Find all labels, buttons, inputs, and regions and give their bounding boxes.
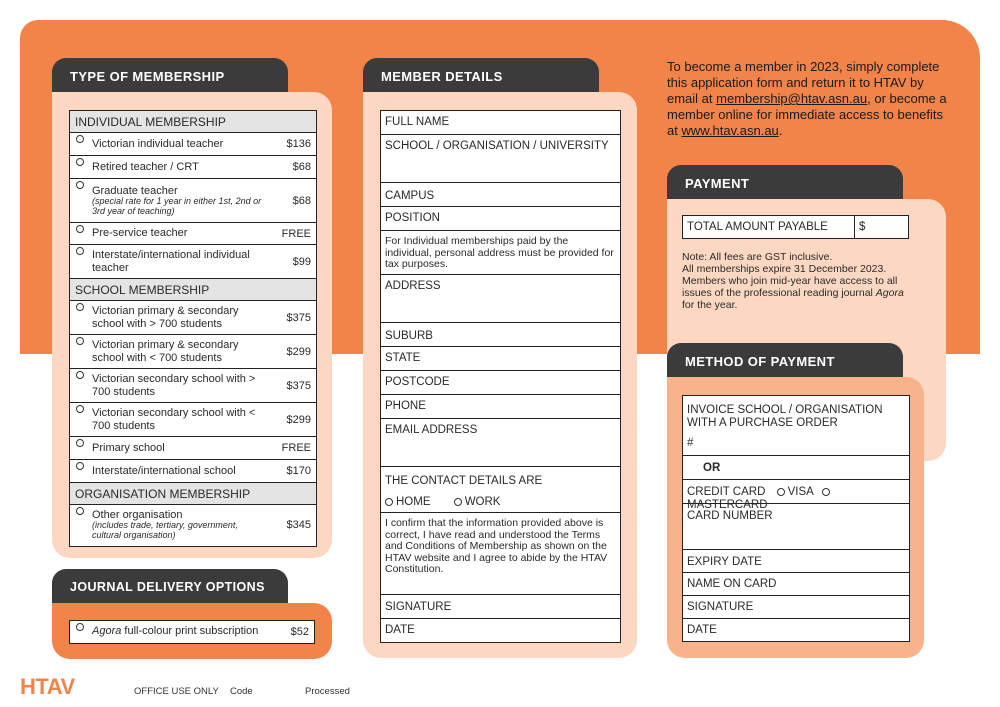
or-divider: OR	[683, 456, 909, 480]
method-title: METHOD OF PAYMENT	[685, 353, 835, 369]
radio-button[interactable]	[76, 507, 84, 515]
option-agora-print[interactable]: Agora full-colour print subscription $52	[70, 621, 314, 642]
payment-tab	[667, 165, 903, 201]
school-section-header: SCHOOL MEMBERSHIP	[70, 279, 316, 301]
phone-field[interactable]: PHONE	[381, 395, 620, 419]
address-field[interactable]: ADDRESS	[381, 275, 620, 323]
postcode-field[interactable]: POSTCODE	[381, 371, 620, 395]
member-form	[380, 110, 621, 643]
expiry-date-field[interactable]: EXPIRY DATE	[683, 550, 909, 573]
radio-button[interactable]	[76, 371, 84, 379]
option-interstate-individual[interactable]: Interstate/international individual teacher $99	[70, 245, 316, 279]
website-link[interactable]: www.htav.asn.au	[681, 123, 779, 138]
home-radio[interactable]	[385, 498, 393, 506]
contact-details-field: THE CONTACT DETAILS ARE HOME WORK	[381, 467, 620, 513]
option-vic-secondary-small[interactable]: Victorian secondary school with < 700 students $299	[70, 403, 316, 437]
credit-card-field: CREDIT CARD VISA MASTERCARD	[683, 480, 909, 504]
radio-button[interactable]	[76, 181, 84, 189]
option-primary-school[interactable]: Primary school FREE	[70, 437, 316, 460]
school-field[interactable]: SCHOOL / ORGANISATION / UNIVERSITY	[381, 135, 620, 183]
home-label: HOME	[396, 495, 431, 508]
total-label: TOTAL AMOUNT PAYABLE	[683, 216, 855, 238]
option-other-organisation[interactable]: Other organisation (includes trade, tertiary, government, cultural organisation) $345	[70, 505, 316, 545]
visa-radio[interactable]	[777, 488, 785, 496]
campus-field[interactable]: CAMPUS	[381, 183, 620, 207]
visa-label: VISA	[787, 486, 814, 498]
option-graduate-teacher[interactable]: Graduate teacher (special rate for 1 year in either 1st, 2nd or 3rd year of teaching) $68	[70, 179, 316, 223]
card-signature-field[interactable]: SIGNATURE	[683, 596, 909, 619]
member-title: MEMBER DETAILS	[381, 68, 503, 84]
email-field[interactable]: EMAIL ADDRESS	[381, 419, 620, 467]
htav-logo: HTAV	[20, 674, 75, 699]
suburb-field[interactable]: SUBURB	[381, 323, 620, 347]
radio-button[interactable]	[76, 135, 84, 143]
organisation-section-header: ORGANISATION MEMBERSHIP	[70, 483, 316, 505]
member-tab	[363, 58, 599, 94]
confirmation-text: I confirm that the information provided above is correct, I have read and understood the Terms and Conditions of Membership as shown on the HTAV website and I agree to abide by the HTAV Constitution.	[381, 513, 620, 595]
state-field[interactable]: STATE	[381, 347, 620, 371]
membership-email-link[interactable]: membership@htav.asn.au	[716, 91, 868, 106]
date-field[interactable]: DATE	[385, 624, 415, 636]
option-pre-service[interactable]: Pre-service teacher FREE	[70, 223, 316, 245]
mastercard-radio[interactable]	[822, 488, 830, 496]
tax-note: For Individual memberships paid by the individual, personal address must be provided for tax purposes.	[381, 231, 620, 275]
mastercard-label: MASTERCARD	[687, 498, 768, 511]
radio-button[interactable]	[76, 439, 84, 447]
journal-tab	[52, 569, 288, 605]
method-form	[682, 395, 910, 642]
intro-text: To become a member in 2023, simply complete this application form and return it to HTAV by email at membership@htav.asn.au, or become a member online for immediate access to benefits at www.htav.asn.au.	[667, 59, 947, 138]
position-field[interactable]: POSITION	[381, 207, 620, 231]
card-date-field[interactable]: DATE	[687, 624, 717, 636]
option-vic-primary-secondary-large[interactable]: Victorian primary & secondary school with > 700 students $375	[70, 301, 316, 335]
invoice-field[interactable]: INVOICE SCHOOL / ORGANISATION WITH A PURCHASE ORDER #	[683, 396, 909, 456]
option-victorian-individual[interactable]: Victorian individual teacher $136	[70, 133, 316, 156]
radio-button[interactable]	[76, 462, 84, 470]
individual-section-header: INDIVIDUAL MEMBERSHIP	[70, 111, 316, 133]
journal-title: JOURNAL DELIVERY OPTIONS	[70, 580, 265, 594]
radio-button[interactable]	[76, 247, 84, 255]
payment-title: PAYMENT	[685, 175, 750, 191]
membership-tab	[52, 58, 288, 94]
total-amount-box	[682, 215, 909, 239]
name-on-card-field[interactable]: NAME ON CARD	[683, 573, 909, 596]
radio-button[interactable]	[76, 405, 84, 413]
method-tab	[667, 343, 903, 379]
journal-table	[69, 620, 315, 644]
work-label: WORK	[464, 495, 501, 508]
full-name-field[interactable]: FULL NAME	[381, 111, 620, 135]
radio-button[interactable]	[76, 303, 84, 311]
radio-button[interactable]	[76, 225, 84, 233]
total-amount-input[interactable]: $	[859, 221, 866, 233]
signature-field[interactable]: SIGNATURE	[381, 595, 620, 619]
office-use-label: OFFICE USE ONLY	[134, 686, 219, 697]
payment-notes: Note: All fees are GST inclusive. All memberships expire 31 December 2023. Members who join mid-year have access to all issues of the professional reading journal Agora for the year.	[682, 251, 904, 311]
radio-button[interactable]	[76, 337, 84, 345]
card-number-field[interactable]: CARD NUMBER	[683, 504, 909, 550]
option-vic-secondary-large[interactable]: Victorian secondary school with > 700 students $375	[70, 369, 316, 403]
radio-button[interactable]	[76, 623, 84, 631]
option-interstate-school[interactable]: Interstate/international school $170	[70, 460, 316, 483]
option-retired-teacher[interactable]: Retired teacher / CRT $68	[70, 156, 316, 179]
work-radio[interactable]	[454, 498, 462, 506]
membership-title: TYPE OF MEMBERSHIP	[70, 68, 225, 84]
membership-table	[69, 110, 317, 547]
option-vic-primary-secondary-small[interactable]: Victorian primary & secondary school with < 700 students $299	[70, 335, 316, 369]
office-code-label: Code	[230, 686, 253, 697]
office-processed-label: Processed	[305, 686, 350, 697]
radio-button[interactable]	[76, 158, 84, 166]
